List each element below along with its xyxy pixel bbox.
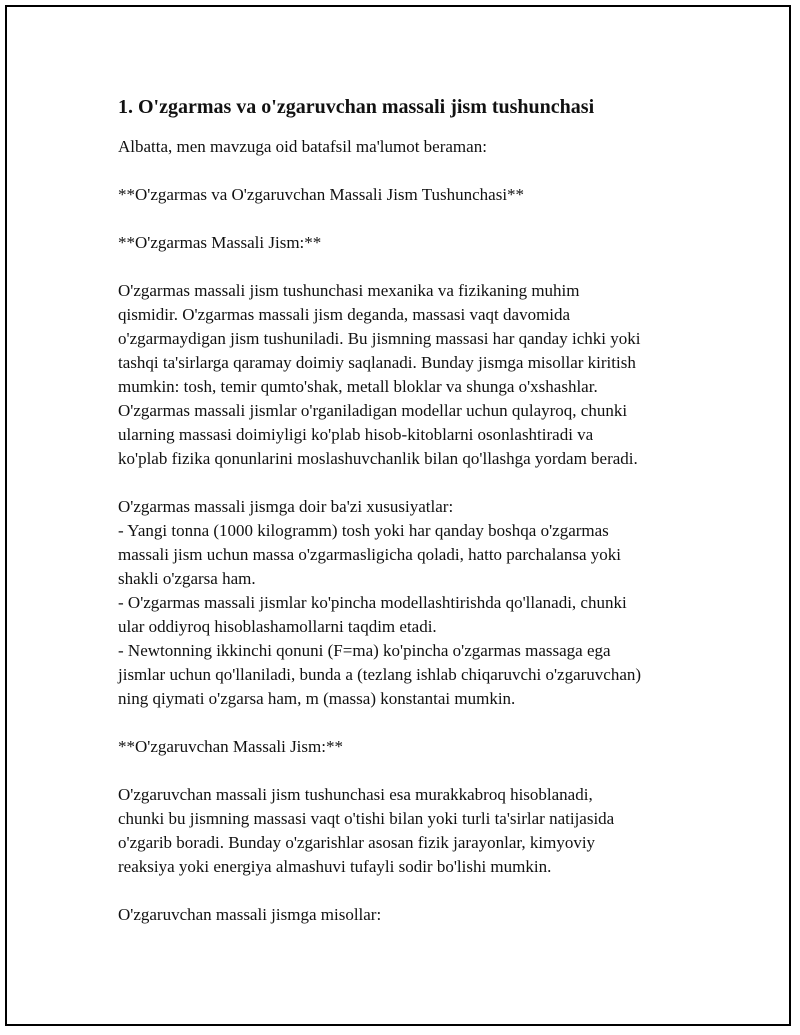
variable-mass-paragraph: O'zgaruvchan massali jism tushunchasi esa murakkabroq hisoblanadi, chunki bu jismning massasi vaqt o'tishi bilan yoki turli ta'sirlar natijasida o'zgarib boradi. Bunday o'zgarishlar asosan fizik jarayonlar, kimyoviy reaksiya yoki energiya almashuvi tufayli sodir bo'lishi mumkin. [118, 785, 615, 876]
document-body [118, 92, 698, 951]
section-heading-constant-mass: **O'zgarmas Massali Jism:** [118, 233, 322, 252]
intro-paragraph: Albatta, men mavzuga oid batafsil ma'lumot beraman: [118, 137, 487, 156]
section-heading-variable-mass: **O'zgaruvchan Massali Jism:** [118, 737, 343, 756]
document-title: 1. O'zgarmas va o'zgaruvchan massali jism tushunchasi [118, 96, 595, 118]
constant-mass-properties-list: O'zgarmas massali jismga doir ba'zi xususiyatlar: - Yangi tonna (1000 kilogramm) tosh yoki har qanday boshqa o'zgarmas massali jism uchun massa o'zgarmasligicha qoladi, hatto parchalansa yoki shakli o'zgarsa ham. - O'zgarmas massali jismlar ko'pincha modellashtirishda qo'llanadi, chunki ular oddiyroq hisoblashamollarni taqdim etadi. - Newtonning ikkinchi qonuni (F=ma) ko'pincha o'zgarmas massaga ega jismlar uchun qo'llaniladi, bunda a (tezlang ishlab chiqaruvchi o'zgaruvchan) ning qiymati o'zgarsa ham, m (massa) konstantai mumkin. [118, 497, 642, 708]
constant-mass-paragraph: O'zgarmas massali jism tushunchasi mexanika va fizikaning muhim qismidir. O'zgarmas massali jism deganda, massasi vaqt davomida o'zgarmaydigan jism tushuniladi. Bu jismning massasi har qanday ichki yoki tashqi ta'sirlarga qaramay doimiy saqlanadi. Bunday jismga misollar kiritish mumkin: tosh, temir qumto'shak, metall bloklar va shunga o'xshashlar. O'zgarmas massali jismlar o'rganiladigan modellar uchun qulayroq, chunki ularning massasi doimiyligi ko'plab hisob-kitoblarni osonlashtiradi va ko'plab fizika qonunlarini moslashuvchanlik bilan qo'llashga yordam beradi. [118, 281, 641, 468]
variable-mass-examples-intro: O'zgaruvchan massali jismga misollar: [118, 905, 382, 924]
section-heading-main: **O'zgarmas va O'zgaruvchan Massali Jism Tushunchasi** [118, 185, 525, 204]
